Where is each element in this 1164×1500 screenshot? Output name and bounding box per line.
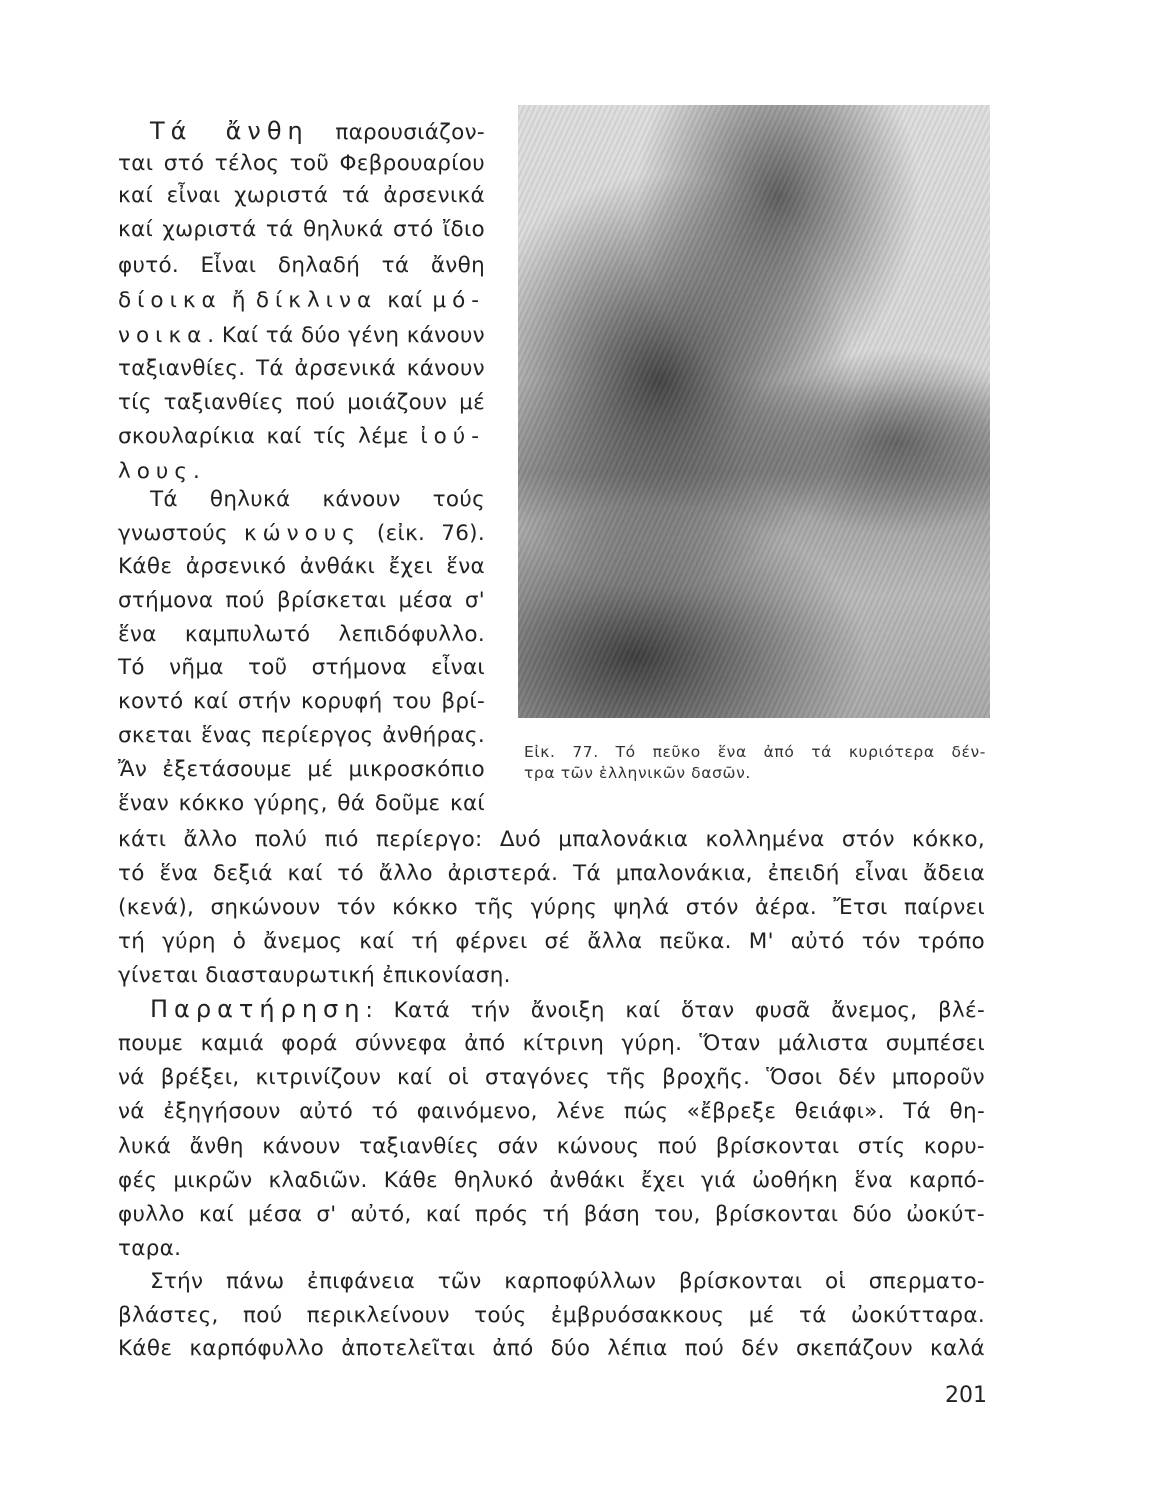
column-line (118, 688, 485, 716)
text-segment: . (192, 459, 201, 484)
text-segment: Στήν πάνω ἐπιφάνεια τῶν καρποφύλλων βρίσκονται οἱ σπερματο- (150, 1269, 985, 1294)
text-segment: ἕναν κόκκο γύρης, θά δοῦμε καί (118, 791, 485, 816)
column-line (118, 355, 485, 383)
emphasized-term: μό- (432, 288, 485, 313)
column-line (118, 790, 485, 818)
column-line (118, 654, 485, 682)
text-segment: γνωστούς (118, 521, 244, 546)
emphasized-term: δίοικα (118, 288, 222, 313)
paragraph-line (118, 1133, 985, 1161)
text-segment: Ἄν ἐξετάσουμε μέ μικροσκόπιο (118, 757, 485, 782)
text-segment: παρουσιάζον- (308, 120, 485, 145)
text-segment: τό ἕνα δεξιά καί τό ἄλλο ἀριστερά. Τά μπαλονάκια, ἐπειδή εἶναι ἄδεια (118, 861, 985, 886)
column-line (118, 621, 485, 649)
text-segment: καί (377, 288, 433, 313)
text-segment: καί εἶναι χωριστά τά ἀρσενικά (118, 183, 485, 208)
text-segment: (εἰκ. 76). (360, 521, 485, 546)
text-segment: γίνεται διασταυρωτική ἐπικονίαση. (118, 963, 511, 988)
paragraph-line (118, 962, 985, 990)
text-segment: βλάστες, πού περικλείνουν τούς ἐμβρυόσακκους μέ τά ὠοκύτταρα. (118, 1303, 985, 1328)
column-line (150, 486, 485, 514)
text-segment: πουμε καμιά φορά σύννεφα ἀπό κίτρινη γύρη. Ὅταν μάλιστα συμπέσει (118, 1031, 985, 1056)
text-segment: κάτι ἄλλο πολύ πιό περίεργο: Δυό μπαλονάκια κολλημένα στόν κόκκο, (118, 827, 985, 852)
column-line (118, 252, 485, 280)
text-segment: Τό νῆμα τοῦ στήμονα εἶναι (118, 655, 485, 680)
text-segment: στήμονα πού βρίσκεται μέσα σ' (118, 588, 485, 613)
text-segment: Κάθε ἀρσενικό ἀνθάκι ἔχει ἕνα (118, 554, 485, 579)
text-segment: σκουλαρίκια καί τίς λέμε (118, 424, 421, 449)
text-segment: ταρα. (118, 1236, 182, 1261)
text-segment: ται στό τέλος τοῦ Φεβρουαρίου (118, 151, 485, 176)
text-segment: Τά θηλυκά κάνουν τούς (150, 487, 485, 512)
column-line (118, 150, 485, 178)
text-segment: ἕνα καμπυλωτό λεπιδόφυλλο. (118, 622, 485, 647)
column-line (118, 389, 485, 417)
page-number: 201 (945, 1383, 987, 1408)
column-line (118, 520, 485, 548)
column-line (118, 322, 485, 350)
text-segment: φυτό. Εἶναι δηλαδή τά ἄνθη (118, 253, 485, 278)
text-segment: φές μικρῶν κλαδιῶν. Κάθε θηλυκό ἀνθάκι ἔχει γιά ὠοθήκη ἕνα καρπό- (118, 1168, 985, 1193)
paragraph-line (118, 1335, 985, 1363)
text-segment: νά ἐξηγήσουν αὐτό τό φαινόμενο, λένε πώς «ἔβρεξε θειάφι». Τά θη- (118, 1099, 985, 1124)
column-line (150, 117, 485, 147)
pine-tree-photo (518, 105, 990, 718)
emphasized-term: λους (118, 459, 193, 484)
paragraph-line (150, 995, 985, 1025)
column-line (118, 587, 485, 615)
paragraph-line (150, 1268, 985, 1296)
emphasized-term: κώνους (243, 521, 361, 546)
text-segment: κοντό καί στήν κορυφή του βρί- (118, 689, 485, 714)
column-line (118, 216, 485, 244)
text-segment: λυκά ἄνθη κάνουν ταξιανθίες σάν κώνους πού βρίσκονται στίς κορυ- (118, 1134, 985, 1159)
text-segment: (κενά), σηκώνουν τόν κόκκο τῆς γύρης ψηλά στόν ἀέρα. Ἔτσι παίρνει (118, 895, 985, 920)
text-segment: νά βρέξει, κιτρινίζουν καί οἱ σταγόνες τῆς βροχῆς. Ὅσοι δέν μποροῦν (118, 1065, 985, 1090)
column-line (118, 756, 485, 784)
text-segment: Κάθε καρπόφυλλο ἀποτελεῖται ἀπό δύο λέπια πού δέν σκεπάζουν καλά (118, 1336, 985, 1361)
text-segment: τίς ταξιανθίες πού μοιάζουν μέ (118, 390, 485, 415)
emphasized-term: Παρατήρηση (150, 995, 366, 1023)
emphasized-term: ἰού- (420, 424, 485, 449)
text-segment: τή γύρη ὁ ἄνεμος καί τή φέρνει σέ ἄλλα πεῦκα. Μ' αὐτό τόν τρόπο (118, 929, 985, 954)
paragraph-line (118, 1098, 985, 1126)
text-segment: ἤ (221, 288, 256, 313)
paragraph-line (118, 1030, 985, 1058)
text-segment: ταξιανθίες. Τά ἀρσενικά κάνουν (118, 356, 485, 381)
text-segment: : Κατά τήν ἄνοιξη καί ὅταν φυσᾶ ἄνεμος, βλέ- (365, 998, 985, 1023)
paragraph-line (118, 860, 985, 888)
emphasized-term: δίκλινα (255, 288, 378, 313)
column-line (118, 722, 485, 750)
paragraph-line (118, 1302, 985, 1330)
paragraph-line (118, 1167, 985, 1195)
paragraph-line (118, 1201, 985, 1229)
column-line (118, 553, 485, 581)
paragraph-line (118, 894, 985, 922)
column-line (118, 182, 485, 210)
paragraph-line (118, 1064, 985, 1092)
text-segment: . Καί τά δύο γένη κάνουν (207, 323, 485, 348)
column-line (118, 423, 485, 451)
caption-line: Εἰκ. 77. Τό πεῦκο ἕνα ἀπό τά κυριότερα δέν- (524, 743, 986, 761)
paragraph-line (118, 1235, 985, 1263)
column-line (118, 287, 485, 315)
paragraph-line (118, 826, 985, 854)
emphasized-term: Τά ἄνθη (150, 117, 309, 145)
paragraph-line (118, 928, 985, 956)
column-line (118, 458, 485, 486)
figure-caption (524, 742, 986, 784)
caption-line: τρα τῶν ἑλληνικῶν δασῶν. (524, 764, 751, 782)
emphasized-term: νοικα (118, 323, 208, 348)
text-segment: καί χωριστά τά θηλυκά στό ἴδιο (118, 217, 485, 242)
text-segment: φυλλο καί μέσα σ' αὐτό, καί πρός τή βάση του, βρίσκονται δύο ὠοκύτ- (118, 1202, 985, 1227)
text-segment: σκεται ἕνας περίεργος ἀνθήρας. (118, 723, 485, 748)
